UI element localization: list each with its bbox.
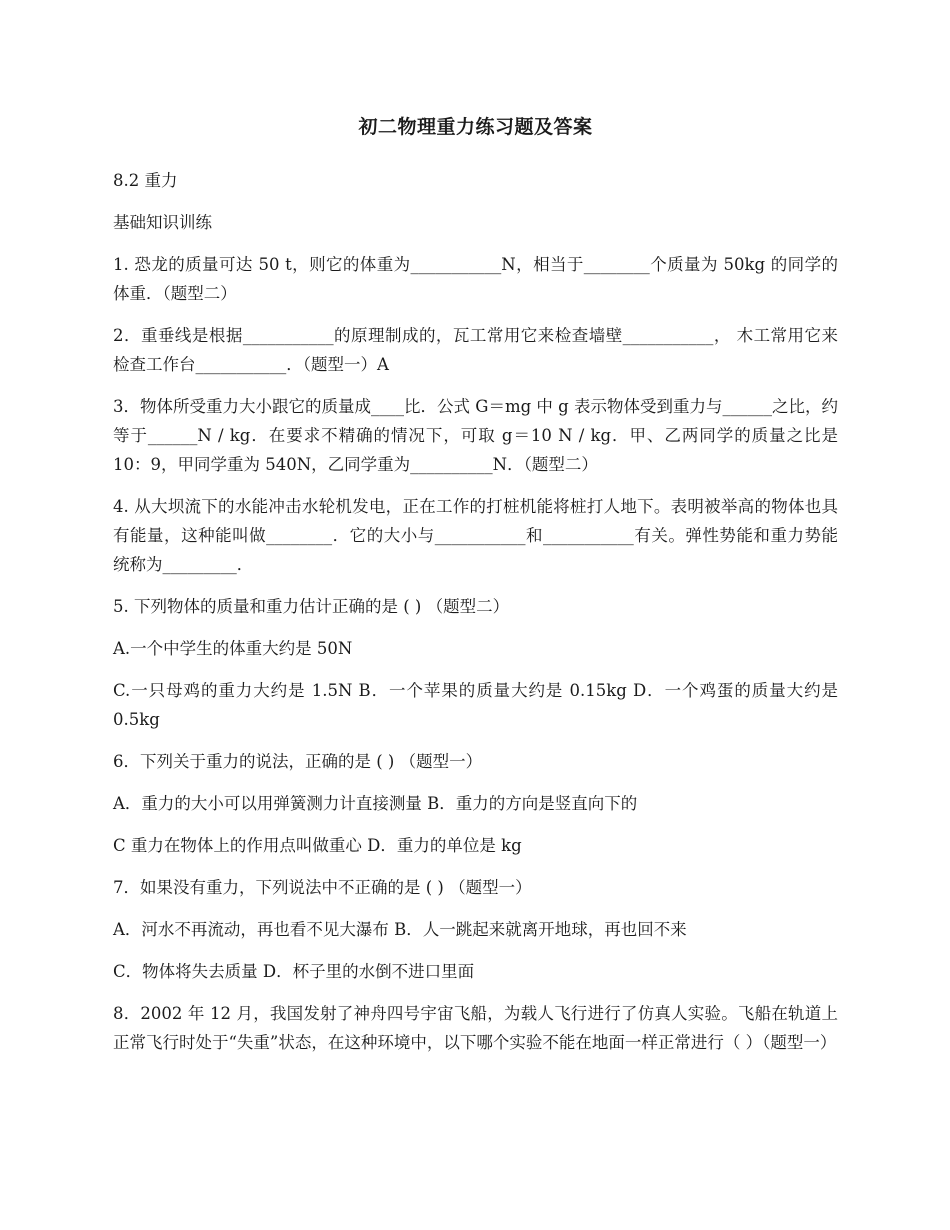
question-6-options-ab: A．重力的大小可以用弹簧测力计直接测量 B．重力的方向是竖直向下的 (113, 794, 638, 813)
document-title: 初二物理重力练习题及答案 (358, 116, 593, 138)
question-5: 5. 下列物体的质量和重力估计正确的是 ( ) （题型二） (113, 597, 510, 616)
question-6: 6．下列关于重力的说法，正确的是 ( ) （题型一） (113, 752, 483, 771)
question-4: 4. 从大坝流下的水能冲击水轮机发电，正在工作的打桩机能将桩打人地下。表明被举高的物体也具有能量，这种能叫做________．它的大小与___________和___________有关。弹性势能和重力势能统称为_________． (113, 497, 838, 574)
question-8: 8．2002 年 12 月，我国发射了神舟四号宇宙飞船，为载人飞行进行了仿真人实验。飞船在轨道上正常飞行时处于“失重”状态，在这种环境中，以下哪个实验不能在地面一样正常进行（ ）（题型一） (113, 1004, 838, 1052)
section-heading: 8.2 重力 (113, 171, 178, 190)
question-7-options-ab: A．河水不再流动，再也看不见大瀑布 B．人一跳起来就离开地球，再也回不来 (113, 920, 687, 939)
question-2: 2．重垂线是根据___________的原理制成的，瓦工常用它来检查墙壁___________， 木工常用它来检查工作台___________．（题型一）A (113, 326, 838, 374)
subsection-heading: 基础知识训练 (113, 213, 212, 232)
question-7-options-cd: C．物体将失去质量 D．杯子里的水倒不进口里面 (113, 962, 475, 981)
question-5-option-a: A.一个中学生的体重大约是 50N (113, 639, 353, 658)
question-6-options-cd: C 重力在物体上的作用点叫做重心 D．重力的单位是 kg (113, 836, 522, 855)
question-3: 3．物体所受重力大小跟它的质量成____比．公式 G＝mg 中 g 表示物体受到重力与______之比，约等于______N / kg．在要求不精确的情况下，可取 g＝10 N / kg．甲、乙两同学的质量之比是 10：9，甲同学重为 540N，乙同学重为__________N．（题型二） (113, 397, 838, 474)
question-5-options-bcd: C.一只母鸡的重力大约是 1.5N B．一个苹果的质量大约是 0.15kg D．一个鸡蛋的质量大约是 0.5kg (113, 681, 838, 729)
question-7: 7．如果没有重力，下列说法中不正确的是 ( ) （题型一） (113, 878, 532, 897)
question-1: 1. 恐龙的质量可达 50 t，则它的体重为___________N，相当于________个质量为 50kg 的同学的体重．（题型二） (113, 255, 838, 303)
